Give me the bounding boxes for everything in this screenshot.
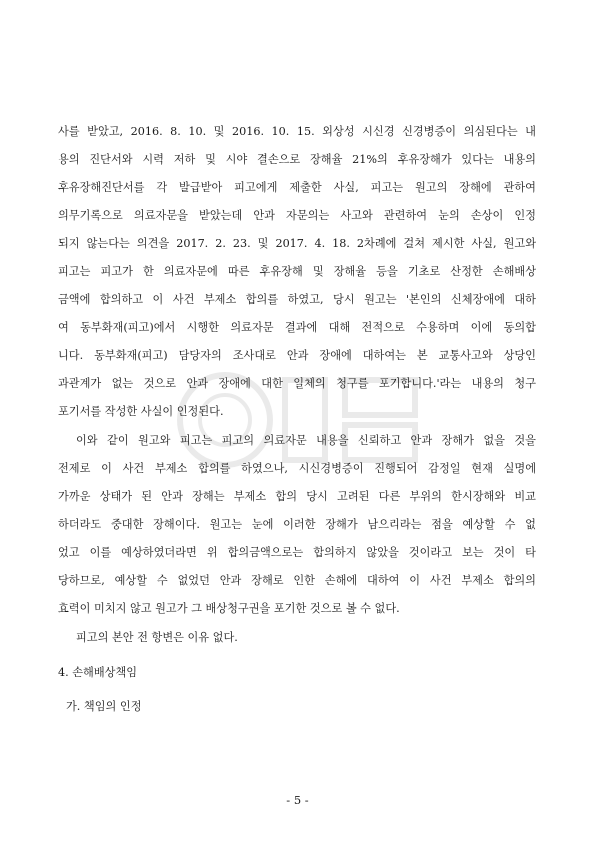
body-line-indented: 이와 같이 원고와 피고는 피고의 의료자문 내용을 신뢰하고 안과 장해가 없을 것을 bbox=[76, 434, 536, 447]
body-line: 하더라도 중대한 장해이다. 원고는 눈에 이러한 장해가 남으리라는 점을 예상할 수 없 bbox=[58, 518, 536, 531]
body-line: 용의 진단서와 시력 저하 및 시야 결손으로 장해율 21%의 후유장해가 있다는 내용의 bbox=[58, 153, 536, 166]
body-line: 가까운 상태가 된 안과 장해는 부제소 합의 당시 고려된 다른 부위의 한시장해와 비교 bbox=[58, 490, 536, 503]
body-line: 었고 이를 예상하였더라면 위 합의금액으로는 합의하지 않았을 것이라고 보는 것이 타 bbox=[58, 546, 536, 559]
body-line: 의무기록으로 의료자문을 받았는데 안과 자문의는 사고와 관련하여 눈의 손상이 인정 bbox=[58, 209, 536, 222]
body-line: 사를 받았고, 2016. 8. 10. 및 2016. 10. 15. 외상성 시신경 신경병증이 의심된다는 내 bbox=[58, 125, 536, 138]
body-line: 피고는 피고가 한 의료자문에 따른 후유장해 및 장해율 등을 기초로 산정한 손해배상 bbox=[58, 265, 536, 278]
conclusion-line: 피고의 본안 전 항변은 이유 없다. bbox=[76, 631, 238, 644]
subsection-heading: 가. 책임의 인정 bbox=[66, 700, 142, 713]
body-line-last: 효력이 미치지 않고 원고가 그 배상청구권을 포기한 것으로 볼 수 없다. bbox=[58, 602, 400, 615]
body-line: 당하므로, 예상할 수 없었던 안과 장해로 인한 손해에 대하여 이 사건 부제소 합의의 bbox=[58, 574, 536, 587]
page-number: - 5 - bbox=[286, 793, 309, 807]
body-line: 되지 않는다는 의견을 2017. 2. 23. 및 2017. 4. 18. 2차례에 걸쳐 제시한 사실, 원고와 bbox=[58, 237, 536, 250]
body-line: 후유장해진단서를 각 발급받아 피고에게 제출한 사실, 피고는 원고의 장해에 관하여 bbox=[58, 181, 536, 194]
body-line: 여 동부화재(피고)에서 시행한 의료자문 결과에 대해 전적으로 수용하며 이에 동의합 bbox=[58, 321, 536, 334]
body-line-last: 포기서를 작성한 사실이 인정된다. bbox=[58, 405, 224, 418]
body-line: 니다. 동부화재(피고) 담당자의 조사대로 안과 장애에 대하여는 본 교통사고와 상당인 bbox=[58, 349, 536, 362]
section-heading: 4. 손해배상책임 bbox=[58, 666, 138, 679]
body-line: 과관계가 없는 것으로 안과 장애에 대한 일체의 청구를 포기합니다.'라는 내용의 청구 bbox=[58, 377, 536, 390]
body-line: 금액에 합의하고 이 사건 부제소 합의를 하였고, 당시 원고는 '본인의 신체장애에 대하 bbox=[58, 293, 536, 306]
body-line: 전제로 이 사건 부제소 합의를 하였으나, 시신경병증이 진행되어 감정일 현재 실명에 bbox=[58, 462, 536, 475]
